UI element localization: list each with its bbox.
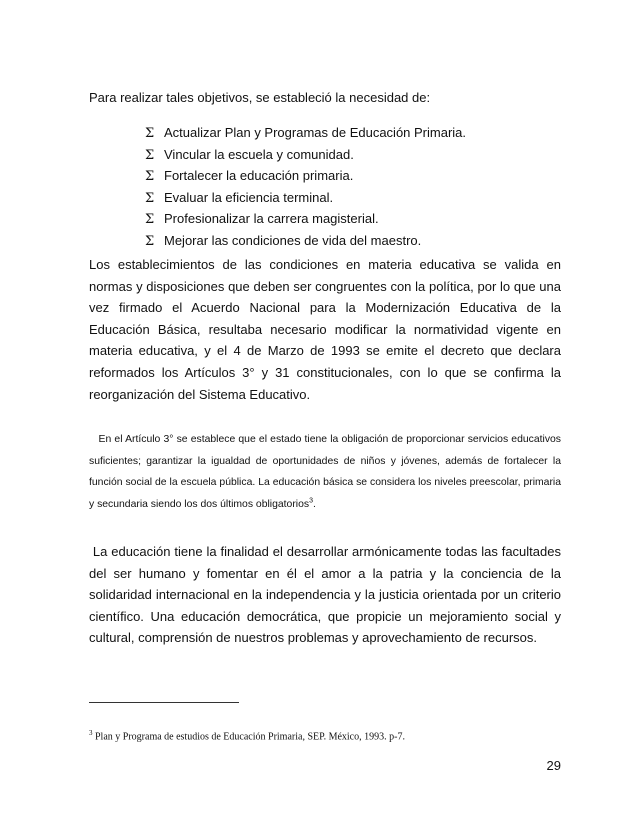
footnote-divider <box>89 702 239 703</box>
list-item-text: Profesionalizar la carrera magisterial. <box>164 211 379 227</box>
footnote-text: Plan y Programa de estudios de Educación Primaria, SEP. México, 1993. p-7. <box>92 731 405 743</box>
sigma-bullet-icon: Σ <box>145 190 155 206</box>
objectives-list <box>145 122 575 252</box>
list-item-text: Mejorar las condiciones de vida del maestro. <box>164 232 422 248</box>
footnote-reference: 3 <box>309 497 313 505</box>
list-item-text: Actualizar Plan y Programas de Educación Primaria. <box>164 125 467 140</box>
body-paragraph-2 <box>89 541 561 649</box>
sigma-bullet-icon: Σ <box>145 233 155 249</box>
body-paragraph-2-text: La educación tiene la finalidad el desarrollar armónicamente todas las facultades del ser humano y fomentar en él el amor a la patria y la conciencia de la solidaridad internacional en la independencia y la justicia orientada por un criterio científico. Una educación democrática, que propicie un mejoramiento social y cultural, comprensión de nuestros problemas y aprovechamiento de recursos. <box>89 544 561 646</box>
article-3-quote <box>89 429 561 515</box>
list-item <box>145 208 575 230</box>
sigma-bullet-icon: Σ <box>145 169 155 185</box>
footnote-number: 3 <box>89 729 93 737</box>
sigma-bullet-icon: Σ <box>145 212 155 228</box>
list-item-text: Fortalecer la educación primaria. <box>164 168 354 184</box>
footnote <box>89 727 559 743</box>
list-item <box>145 230 575 252</box>
list-item <box>145 165 575 187</box>
intro-sentence: Para realizar tales objetivos, se estableció la necesidad de: <box>89 90 431 105</box>
list-item <box>145 144 575 166</box>
sigma-bullet-icon: Σ <box>145 126 155 141</box>
list-item-text: Evaluar la eficiencia terminal. <box>164 189 334 205</box>
sigma-bullet-icon: Σ <box>145 147 155 163</box>
page-number: 29 <box>546 758 561 773</box>
list-item-text: Vincular la escuela y comunidad. <box>164 146 354 162</box>
quote-end: . <box>312 498 316 510</box>
list-item <box>145 187 575 209</box>
body-paragraph-1: Los establecimientos de las condiciones en materia educativa se valida en normas y disposiciones que deben ser congruentes con la política, por lo que una vez firmado el Acuerdo Nacional para la Modernización Educativa de la Educación Básica, resultaba necesario modificar la normatividad vigente en materia educativa, y el 4 de Marzo de 1993 se emite el decreto que declara reformados los Artículos 3° y 31 constitucionales, con lo que se confirma la reorganización del Sistema Educativo. <box>89 257 561 402</box>
list-item <box>145 122 575 144</box>
quote-text: En el Artículo 3° se establece que el estado tiene la obligación de proporcionar servicios educativos suficientes; garantizar la igualdad de oportunidades de niños y jóvenes, además de fortalecer la función social de la escuela pública. La educación básica se considera los niveles preescolar, primaria y secundaria siendo los dos últimos obligatorios <box>89 434 561 510</box>
